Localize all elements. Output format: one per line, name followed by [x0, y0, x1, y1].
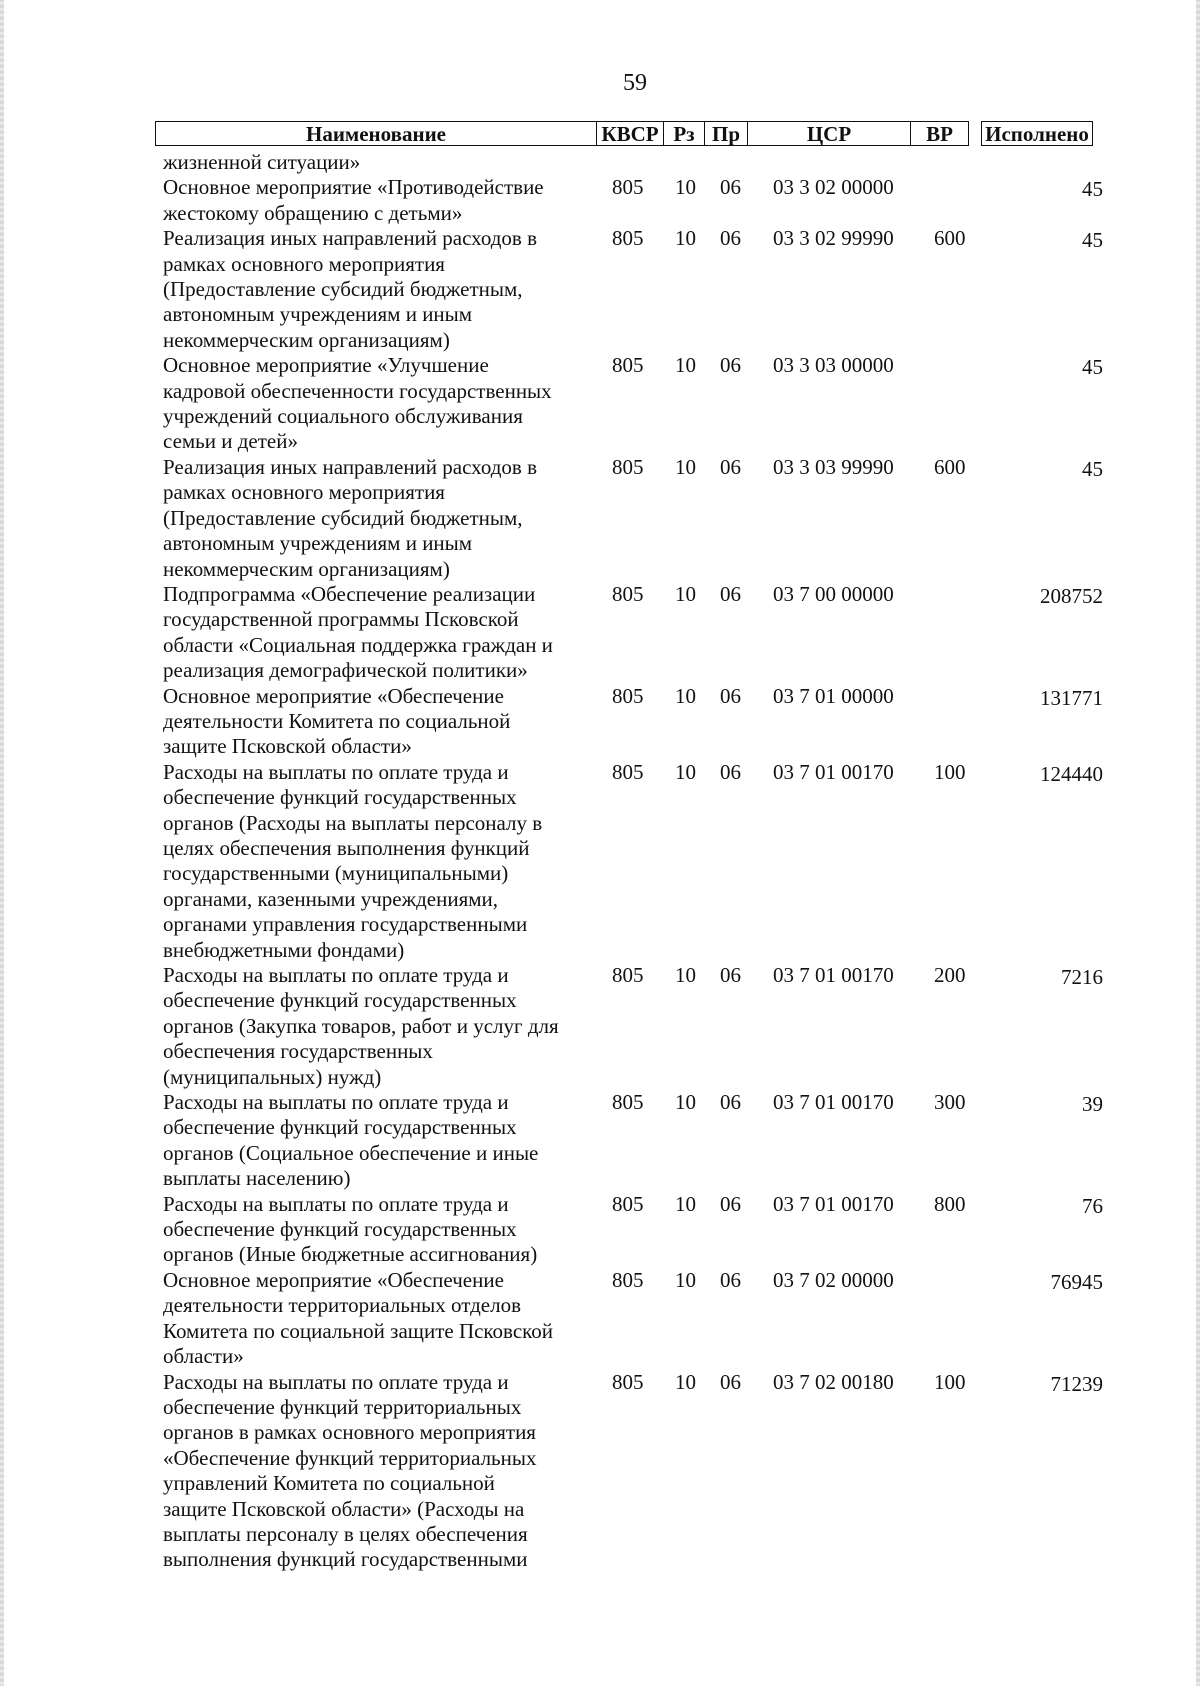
row-vr: 100 [934, 759, 966, 784]
row-vr: 200 [934, 963, 966, 987]
row-csr: 03 7 01 00170 [773, 759, 894, 784]
row-done: 124440 [1040, 761, 1103, 786]
table-row [163, 963, 1103, 1090]
row-pr: 06 [720, 353, 741, 378]
row-pr: 06 [720, 1191, 741, 1216]
row-done: 76 [1082, 1193, 1103, 1218]
row-rz: 10 [675, 454, 696, 479]
scan-edge-right [1196, 0, 1200, 1686]
row-name: Реализация иных направлений расходов в рамках основного мероприятия (Предоставление субсидий бюджетным, автономным учреждениям и иным некоммерческим организациям) [163, 226, 538, 352]
row-vr: 800 [934, 1191, 966, 1216]
row-done: 7216 [1061, 965, 1103, 989]
table-row [163, 582, 1103, 684]
row-rz: 10 [675, 226, 696, 251]
row-rz: 10 [675, 581, 696, 606]
row-pr: 06 [720, 963, 741, 987]
table-row [163, 150, 1103, 175]
row-name: Расходы на выплаты по оплате труда и обеспечение функций государственных органов (Социальное обеспечение и иные выплаты населению) [163, 1090, 539, 1191]
row-done: 45 [1082, 228, 1103, 253]
row-name: Подпрограмма «Обеспечение реализации государственной программы Псковской области «Социальная поддержка граждан и реализация демографической политики» [163, 581, 553, 683]
row-pr: 06 [720, 226, 741, 251]
row-name: Основное мероприятие «Противодействие жестокому обращению с детьми» [163, 175, 544, 225]
row-kvsr: 805 [612, 963, 644, 987]
row-csr: 03 3 03 99990 [773, 454, 894, 479]
row-csr: 03 3 03 00000 [773, 353, 894, 378]
row-name: Основное мероприятие «Обеспечение деятельности Комитета по социальной защите Псковской области» [163, 683, 511, 759]
table-body [163, 150, 1103, 1573]
row-done: 208752 [1040, 583, 1103, 608]
row-name: Реализация иных направлений расходов в рамках основного мероприятия (Предоставление субсидий бюджетным, автономным учреждениям и иным некоммерческим организациям) [163, 454, 538, 581]
row-kvsr: 805 [612, 581, 644, 606]
header-pr: Пр [705, 121, 748, 146]
row-csr: 03 7 01 00170 [773, 1191, 894, 1216]
row-done: 131771 [1040, 685, 1103, 710]
header-name: Наименование [155, 121, 597, 146]
table-row [163, 1090, 1103, 1192]
row-rz: 10 [675, 1090, 696, 1115]
row-pr: 06 [720, 175, 741, 200]
row-kvsr: 805 [612, 1090, 644, 1115]
header-rz: Рз [664, 121, 705, 146]
row-vr: 600 [934, 226, 966, 251]
row-csr: 03 7 02 00000 [773, 1267, 894, 1292]
row-name: Основное мероприятие «Обеспечение деятельности территориальных отделов Комитета по социальной защите Псковской области» [163, 1267, 554, 1369]
scan-edge-left [0, 0, 4, 1686]
row-name: Основное мероприятие «Улучшение кадровой обеспеченности государственных учреждений социального обслуживания семьи и детей» [163, 353, 552, 454]
row-csr: 03 7 01 00170 [773, 1090, 894, 1115]
row-csr: 03 3 02 00000 [773, 175, 894, 200]
row-done: 71239 [1050, 1371, 1103, 1396]
row-kvsr: 805 [612, 1267, 644, 1292]
table-row [163, 1268, 1103, 1370]
row-kvsr: 805 [612, 353, 644, 378]
row-rz: 10 [675, 963, 696, 987]
row-csr: 03 7 01 00170 [773, 963, 894, 987]
row-done: 39 [1082, 1092, 1103, 1117]
row-rz: 10 [675, 353, 696, 378]
row-pr: 06 [720, 759, 741, 784]
row-rz: 10 [675, 1191, 696, 1216]
row-done: 76945 [1050, 1269, 1103, 1294]
row-name: Расходы на выплаты по оплате труда и обеспечение функций государственных органов (Расходы на выплаты персоналу в целях обеспечения выполнения функций государственными (муниципальными) органами, казенными учреждениями, органами управления государственными внебюджетными фондами) [163, 759, 543, 962]
row-pr: 06 [720, 683, 741, 708]
row-pr: 06 [720, 454, 741, 479]
row-pr: 06 [720, 1369, 741, 1394]
table-row [163, 455, 1103, 582]
table-row [163, 760, 1103, 963]
row-vr: 300 [934, 1090, 966, 1115]
header-kvsr: КВСР [597, 121, 664, 146]
table-row [163, 684, 1103, 760]
table-row [163, 1192, 1103, 1268]
row-kvsr: 805 [612, 759, 644, 784]
row-rz: 10 [675, 1369, 696, 1394]
row-done: 45 [1082, 177, 1103, 202]
row-done: 45 [1082, 456, 1103, 481]
row-csr: 03 7 00 00000 [773, 581, 894, 606]
header-csr: ЦСР [748, 121, 911, 146]
row-name: Расходы на выплаты по оплате труда и обеспечение функций государственных органов (Иные бюджетные ассигнования) [163, 1191, 538, 1267]
row-kvsr: 805 [612, 1191, 644, 1216]
row-rz: 10 [675, 1267, 696, 1292]
table-row [163, 1370, 1103, 1573]
header-done: Исполнено [981, 121, 1093, 146]
page-number: 59 [623, 70, 647, 96]
row-name: Расходы на выплаты по оплате труда и обеспечение функций государственных органов (Закупка товаров, работ и услуг для обеспечения государственных (муниципальных) нужд) [163, 963, 559, 1089]
row-pr: 06 [720, 1090, 741, 1115]
table-row [163, 353, 1103, 455]
row-csr: 03 3 02 99990 [773, 226, 894, 251]
row-done: 45 [1082, 355, 1103, 380]
row-rz: 10 [675, 683, 696, 708]
header-vr: ВР [911, 121, 969, 146]
row-vr: 100 [934, 1369, 966, 1394]
row-kvsr: 805 [612, 454, 644, 479]
table-row [163, 175, 1103, 226]
row-kvsr: 805 [612, 226, 644, 251]
row-rz: 10 [675, 759, 696, 784]
row-name: жизненной ситуации» [163, 150, 361, 174]
row-csr: 03 7 01 00000 [773, 683, 894, 708]
row-vr: 600 [934, 454, 966, 479]
row-pr: 06 [720, 1267, 741, 1292]
row-rz: 10 [675, 175, 696, 200]
row-csr: 03 7 02 00180 [773, 1369, 894, 1394]
table-row [163, 226, 1103, 353]
row-kvsr: 805 [612, 175, 644, 200]
row-kvsr: 805 [612, 1369, 644, 1394]
row-pr: 06 [720, 581, 741, 606]
row-name: Расходы на выплаты по оплате труда и обеспечение функций территориальных органов в рамках основного мероприятия «Обеспечение функций территориальных управлений Комитета по социальной защите Псковской области» (Расходы на выплаты персоналу в целях обеспечения выполнения функций государственными [163, 1369, 537, 1572]
row-kvsr: 805 [612, 683, 644, 708]
